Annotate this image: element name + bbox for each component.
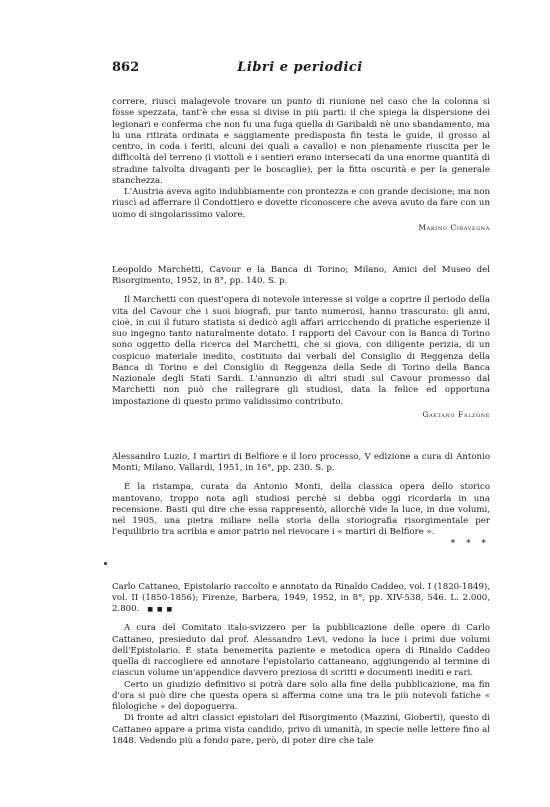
running-head: Libri e periodici xyxy=(237,60,363,75)
review-stars: * * * xyxy=(450,538,490,549)
review-paragraph: A cura del Comitato italo-svizzero per la pubblicazione delle opere di Carlo Cattaneo, presieduto dal prof. Alessandro Levi, vedono la luce i primi due volumi dell'Epistolario. È stata benemerita paziente e metodica opera di Rinaldo Caddeo quella di raccogliere ed annotare l'epistolario cattaneano, aggiungendo al termine di ciascun volume un'appendice davvero preziosa di scritti e documenti inediti e rari. xyxy=(112,623,490,679)
citation-text: Carlo Cattaneo, Epistolario raccolto e annotato da Rinaldo Caddeo, vol. I (1820-1849), vol. II (1850-1856); Firenze, Barbera, 1949, 1952, in 8°, pp. XIV-538, 546. L. 2.000, 2.800. xyxy=(112,581,490,614)
review-cattaneo xyxy=(112,582,490,748)
review-citation: Alessandro Luzio, I martiri di Belfiore e il loro processo, V edizione a cura di Antonio Monti; Milano, Vallardi, 1951, in 16°, pp. 230. S. p. xyxy=(112,451,490,473)
page-header xyxy=(112,60,488,78)
review-signature: Marino Ciravegna xyxy=(418,222,490,232)
review-marchetti xyxy=(112,265,490,420)
review-citation: Leopoldo Marchetti, Cavour e la Banca di Torino; Milano, Amici del Museo del Risorgimento, 1952, in 8°, pp. 140. S. p. xyxy=(112,264,490,286)
continuation-section xyxy=(112,97,490,233)
review-signature: Gaetano Falzone xyxy=(422,409,490,419)
margin-mark xyxy=(104,562,107,565)
review-paragraph: Certo un giudizio definitivo si potrà dare solo alla fine della pubblicazione, ma fin d'ora si può dire che questa opera si afferma come una tra le più notevoli fatiche « filologiche » del dopoguerra. xyxy=(112,679,490,712)
review-luzio xyxy=(112,452,490,550)
page-number: 862 xyxy=(112,60,140,75)
ornament-marks: ■ ■ ■ xyxy=(147,606,174,613)
continuation-paragraph-1: correre, riuscì malagevole trovare un punto di riunione nel caso che la colonna si fosse spezzata, tant'è che essa si divise in più parti: il che spiega la dispersione dei legionari e conferma che non fu una fuga quella di Garibaldi nè uno sbandamento, ma lu una ritirata ordinata e saggiamente predisposta fin testa le guide, il grosso al centro, in coda i feriti, alcuni dei quali a cavallo) e non pienamente riuscita per le difficoltà del terreno (i viottoli e i sentieri erano intersecati da una enorme quantità di stradine talvolta divaganti per le boscaglie), per la fitta oscurità e per la generale stanchezza. xyxy=(112,97,490,186)
body-text xyxy=(112,97,490,747)
review-paragraph: Il Marchetti con quest'opera di notevole interesse si volge a coprire il periodo della vita del Cavour che i suoi biografi, pur tanto numerosi, hanno trascurato: gli anni, cioè, in cui il futuro statista si dedicò agli affari arricchendo di pratiche esperienze il suo ingegno tanto naturalmente dotato. I rapporti del Cavour con la Banca di Torino sono oggetto della ricerca del Marchetti, che si giova, con diligente perizia, di un cospicuo materiale inedito, costituito dai verbali del Consiglio di Reggenza della Banca di Torino e del Consiglio di Reggenza della Sede di Torino della Banca Nazionale degli Stati Sardi. L'annunzio di altri studi sul Cavour promesso dal Marchetti non può che rallegrare gli studiosi, data la felice ed opportuna impostazione di questo primo validissimo contributo. xyxy=(112,295,490,407)
review-paragraph: Di fronte ad altri classici epistolari del Risorgimento (Mazzini, Gioberti), questo di Cattaneo appare a prima vista candido, privo di umanità, in specie nelle lettere fino al 1848. Vedendo più a fondo pare, però, di poter dire che tale xyxy=(112,713,490,746)
review-citation xyxy=(112,582,490,616)
review-paragraph: È la ristampa, curata da Antonio Monti, della classica opera dello storico mantovano, troppo nota agli studiosi perchè si debba oggi ricordarla in una recensione. Basti qui dire che essa rappresentò, allorchè vide la luce, in due volumi, nel 1905, una pietra miliare nella storia della storiografia risorgimentale per l'equilibrio tra acribia e amor patrio nel rievocare i « martiri di Belfiore ». xyxy=(112,482,490,538)
continuation-paragraph-2: L'Austria aveva agito indubbiamente con prontezza e con grande decisione; ma non riuscì ad afferrare il Condottiero e dovette riconoscere che aveva avuto da fare con un uomo di singolarissimo valore. xyxy=(112,187,490,220)
